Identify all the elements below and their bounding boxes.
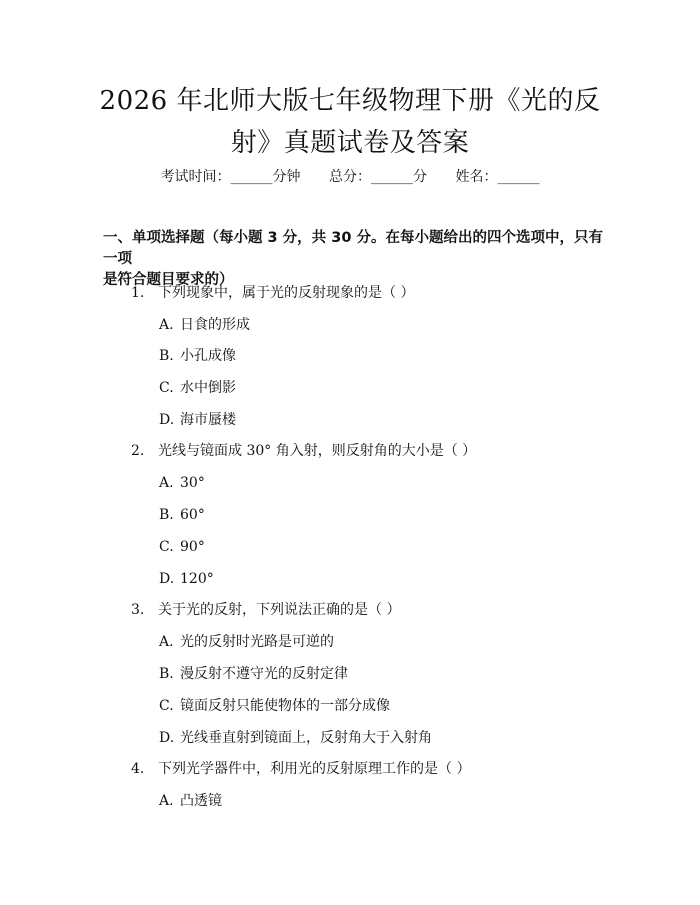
question-number: 4. [131,761,145,777]
option-text: 90° [180,539,205,555]
question-number: 1. [131,285,145,301]
option-text: 光的反射时光路是可逆的 [180,634,334,650]
q2-option-c [159,537,205,557]
section-heading [103,228,603,291]
exam-info [0,166,700,188]
time-unit: 分钟 [272,169,301,185]
student-name [455,166,539,188]
time-label: 考试时间： [160,169,231,185]
exam-time [161,166,301,188]
q2-option-a [159,473,205,493]
option-text: 凸透镜 [180,793,222,809]
name-blank: ______ [497,169,540,185]
option-letter: C. [159,380,174,396]
section-heading-line-1: 一、单项选择题（每小题 3 分，共 30 分。在每小题给出的四个选项中，只有一项 [103,230,603,267]
q1-option-b [159,346,236,366]
option-letter: A. [159,317,174,333]
option-letter: B. [159,348,174,364]
option-letter: D. [159,730,175,746]
time-blank: ______ [230,169,273,185]
section-heading-line-2: 是符合题目要求的） [103,272,234,288]
score-label: 总分： [329,169,371,185]
q3-option-c [159,696,390,716]
q3-option-b [159,664,348,684]
question-2 [131,441,476,461]
q3-option-d [159,728,432,748]
option-letter: B. [159,507,174,523]
question-text: 下列现象中，属于光的反射现象的是（ ） [158,285,415,301]
q1-option-d [159,410,236,430]
option-letter: D. [159,412,175,428]
page-title [80,80,620,164]
total-score [329,166,427,188]
name-label: 姓名： [455,169,498,185]
q1-option-c [159,378,236,398]
q1-option-a [159,315,250,335]
q2-option-b [159,505,205,525]
option-text: 30° [180,475,205,491]
question-3 [131,600,400,620]
q2-option-d [159,569,214,589]
title-line-1: 2026 年北师大版七年级物理下册《光的反 [99,86,601,116]
question-1 [131,283,414,303]
option-text: 光线垂直射到镜面上，反射角大于入射角 [180,730,432,746]
option-letter: A. [159,793,174,809]
option-text: 120° [180,571,214,587]
question-number: 3. [131,602,145,618]
option-text: 漫反射不遵守光的反射定律 [180,666,348,682]
option-letter: B. [159,666,174,682]
title-line-2: 射》真题试卷及答案 [230,128,470,158]
option-letter: C. [159,539,174,555]
question-text: 下列光学器件中，利用光的反射原理工作的是（ ） [158,761,471,777]
option-text: 镜面反射只能使物体的一部分成像 [180,698,390,714]
score-unit: 分 [413,169,427,185]
question-4 [131,759,470,779]
option-text: 水中倒影 [180,380,236,396]
option-text: 海市蜃楼 [180,412,236,428]
q4-option-a [159,791,222,811]
option-letter: A. [159,475,174,491]
option-letter: A. [159,634,174,650]
question-text: 关于光的反射，下列说法正确的是（ ） [158,602,401,618]
option-text: 小孔成像 [180,348,236,364]
question-number: 2. [131,443,145,459]
option-text: 60° [180,507,205,523]
option-letter: C. [159,698,174,714]
q3-option-a [159,632,334,652]
question-text: 光线与镜面成 30° 角入射，则反射角的大小是（ ） [158,443,477,459]
option-letter: D. [159,571,175,587]
score-blank: ______ [371,169,413,185]
option-text: 日食的形成 [180,317,250,333]
